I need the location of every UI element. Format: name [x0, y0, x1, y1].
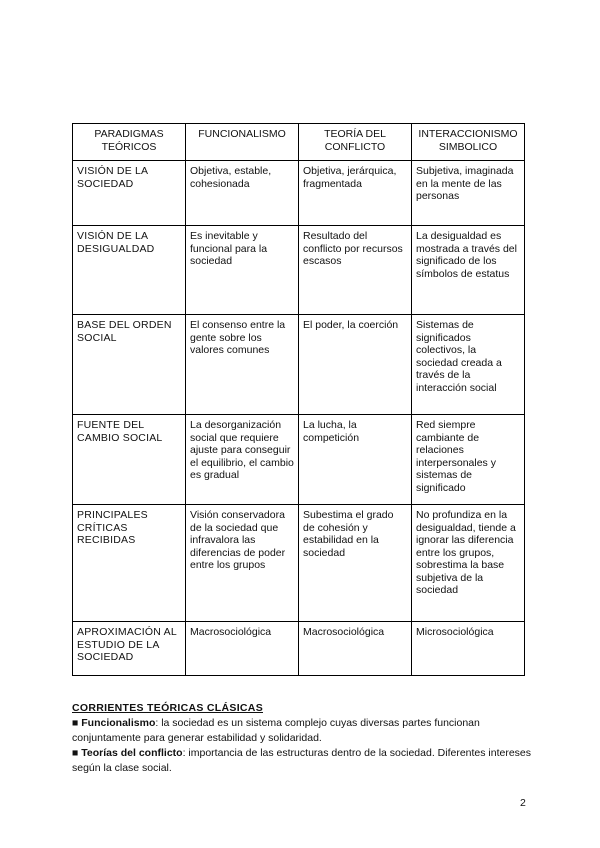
- table-cell: Sistemas de significados colectivos, la sociedad creada a través de la interacción social: [412, 315, 525, 415]
- table-row: [73, 622, 525, 676]
- square-bullet-icon: ■: [72, 717, 79, 729]
- table-cell: Red siempre cambiante de relaciones interpersonales y sistemas de significado: [412, 415, 525, 505]
- table-cell: La lucha, la competición: [299, 415, 412, 505]
- row-label: VISIÓN DE LA SOCIEDAD: [73, 161, 186, 226]
- header-funcionalismo: FUNCIONALISMO: [186, 124, 299, 161]
- table-cell: Subjetiva, imaginada en la mente de las personas: [412, 161, 525, 226]
- row-label: APROXIMACIÓN AL ESTUDIO DE LA SOCIEDAD: [73, 622, 186, 676]
- table-header-row: [73, 124, 525, 161]
- bullet-item-teorias-conflicto: [72, 746, 532, 776]
- table-row: [73, 226, 525, 315]
- table-row: [73, 315, 525, 415]
- theories-section: [72, 701, 532, 776]
- table-row: [73, 161, 525, 226]
- row-label: VISIÓN DE LA DESIGUALDAD: [73, 226, 186, 315]
- bullet-text: : la sociedad es un sistema complejo cuyas diversas partes funcionan conjuntamente para generar estabilidad y solidaridad.: [72, 717, 480, 744]
- table-cell: La desigualdad es mostrada a través del significado de los símbolos de estatus: [412, 226, 525, 315]
- page-number: 2: [520, 797, 526, 809]
- paradigms-comparison-table: [72, 123, 525, 676]
- table-cell: Es inevitable y funcional para la sociedad: [186, 226, 299, 315]
- section-title: CORRIENTES TEÓRICAS CLÁSICAS: [72, 702, 263, 714]
- table-cell: Microsociológica: [412, 622, 525, 676]
- table-cell: El consenso entre la gente sobre los valores comunes: [186, 315, 299, 415]
- header-paradigmas: PARADIGMAS TEÓRICOS: [73, 124, 186, 161]
- row-label: PRINCIPALES CRÍTICAS RECIBIDAS: [73, 505, 186, 622]
- bullet-term: Funcionalismo: [81, 717, 156, 729]
- table-cell: El poder, la coerción: [299, 315, 412, 415]
- table-cell: Macrosociológica: [299, 622, 412, 676]
- table-cell: Objetiva, jerárquica, fragmentada: [299, 161, 412, 226]
- bullet-term: Teorías del conflicto: [81, 747, 183, 759]
- header-interaccionismo: INTERACCIONISMO SIMBOLICO: [412, 124, 525, 161]
- bullet-item-funcionalismo: [72, 716, 532, 746]
- table-cell: Macrosociológica: [186, 622, 299, 676]
- table-cell: Objetiva, estable, cohesionada: [186, 161, 299, 226]
- table-row: [73, 415, 525, 505]
- table-row: [73, 505, 525, 622]
- square-bullet-icon: ■: [72, 747, 79, 759]
- table-cell: Visión conservadora de la sociedad que infravalora las diferencias de poder entre los grupos: [186, 505, 299, 622]
- bullet-text: : importancia de las estructuras dentro de la sociedad. Diferentes intereses según la clase social.: [72, 747, 532, 774]
- row-label: BASE DEL ORDEN SOCIAL: [73, 315, 186, 415]
- table-cell: Subestima el grado de cohesión y estabilidad en la sociedad: [299, 505, 412, 622]
- table-cell: La desorganización social que requiere ajuste para conseguir el equilibrio, el cambio es gradual: [186, 415, 299, 505]
- table-cell: No profundiza en la desigualdad, tiende a ignorar las diferencia entre los grupos, sobrestima la base subjetiva de la sociedad: [412, 505, 525, 622]
- header-teoria-conflicto: TEORÍA DEL CONFLICTO: [299, 124, 412, 161]
- row-label: FUENTE DEL CAMBIO SOCIAL: [73, 415, 186, 505]
- table-cell: Resultado del conflicto por recursos escasos: [299, 226, 412, 315]
